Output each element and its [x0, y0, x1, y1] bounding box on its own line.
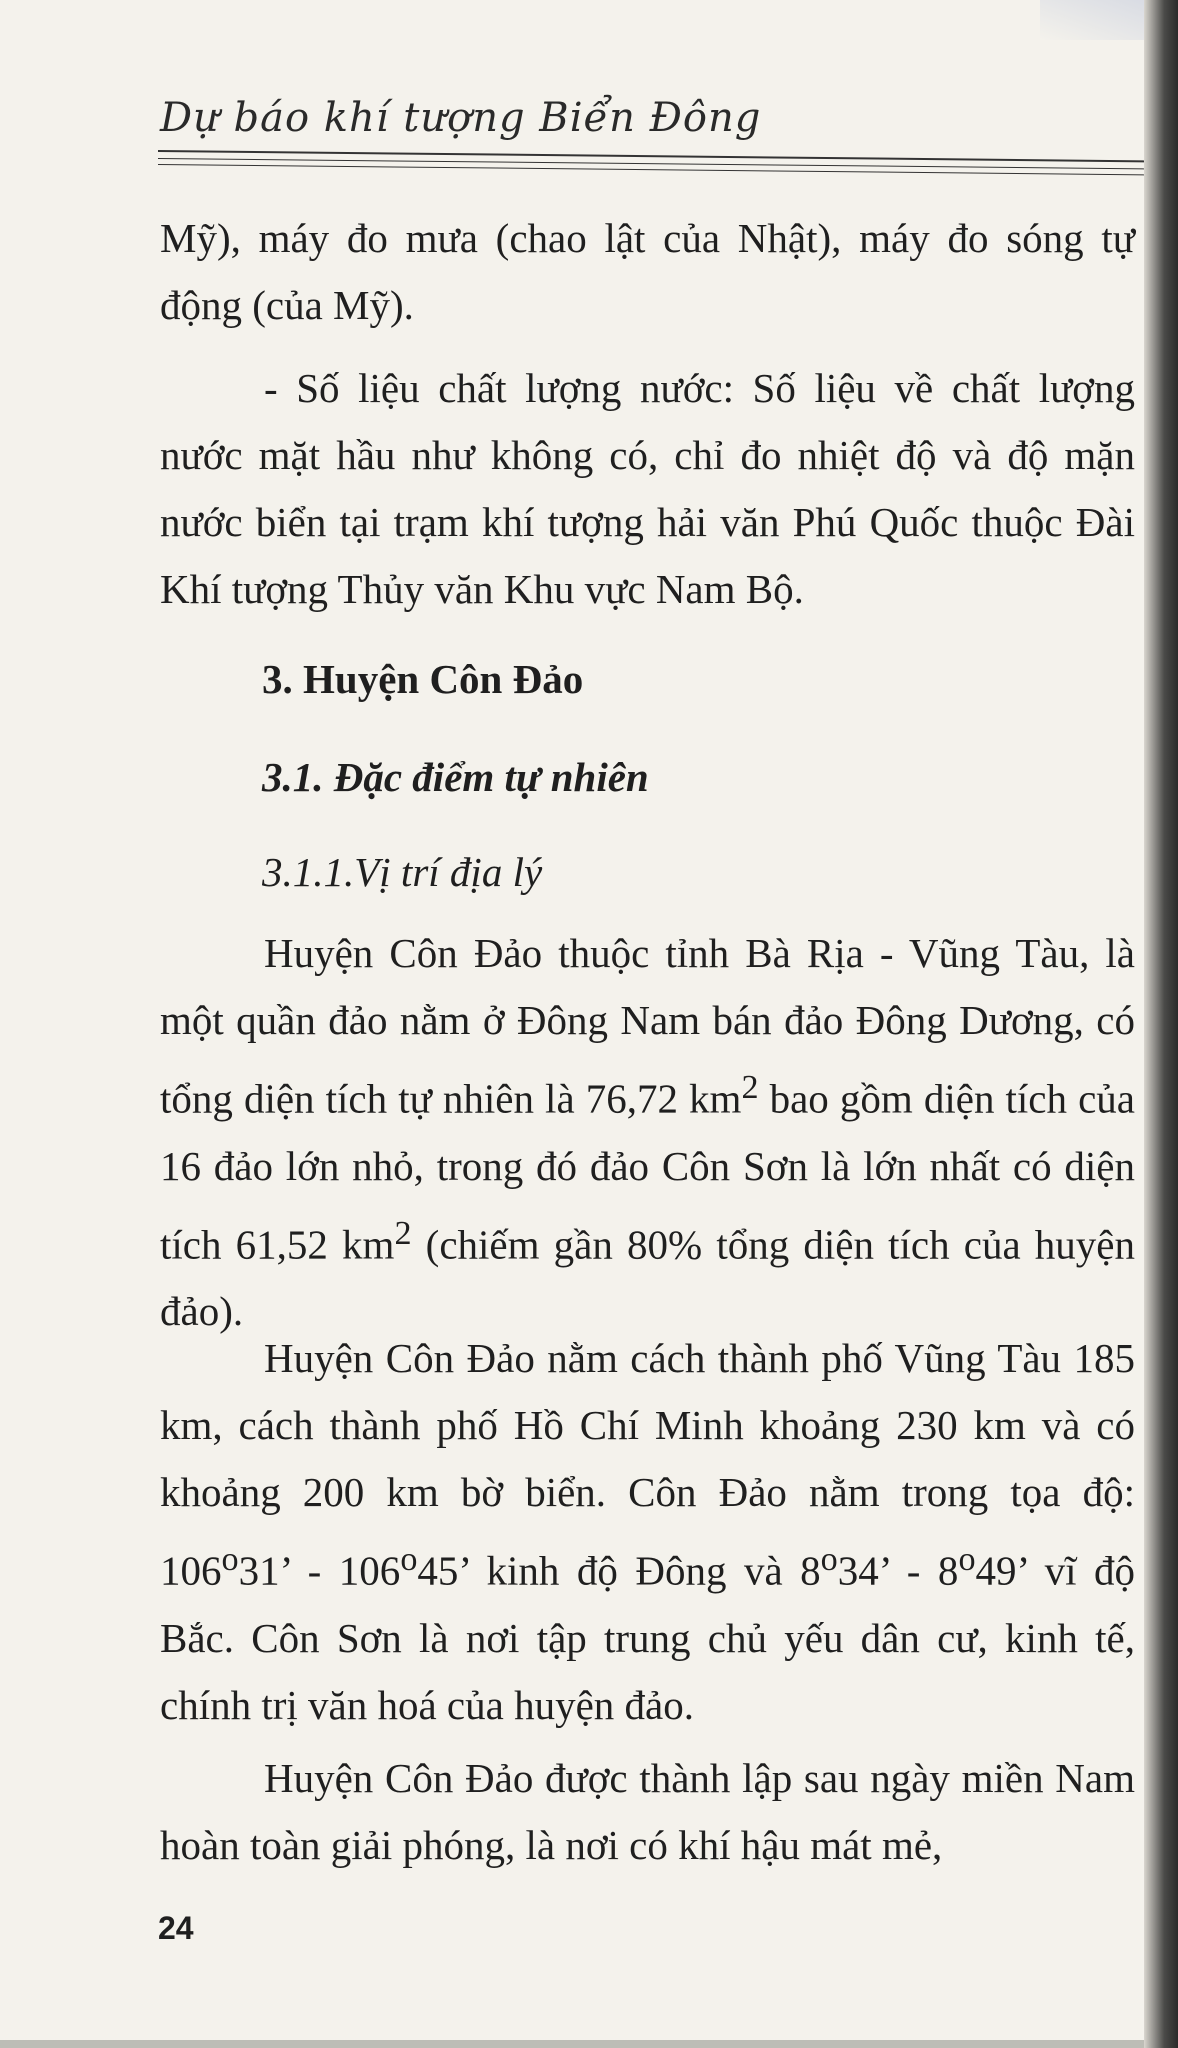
page-corner: [1040, 0, 1150, 40]
text-run: 34’ - 8: [837, 1547, 959, 1594]
subsection-heading: 3.1. Đặc điểm tự nhiên: [262, 754, 649, 800]
degree-sign: o: [400, 1541, 418, 1578]
header-rule: [158, 150, 1150, 162]
text-run: 45’ kinh độ Đông và 8: [417, 1547, 821, 1594]
degree-sign: o: [958, 1541, 976, 1578]
text-run: Huyện Côn Đảo thuộc tỉnh Bà Rịa - Vũng Tàu, là một quần đảo nằm ở Đông Nam bán đảo Đông Dương, có tổng diện tích tự nhiên là 76,72 km: [160, 930, 1135, 1122]
text-run: Huyện Côn Đảo nằm cách thành phố Vũng Tàu 185 km, cách thành phố Hồ Chí Minh khoảng 230 km và có khoảng 200 km bờ biển. Côn Đảo nằm trong tọa độ: 106: [160, 1335, 1135, 1594]
subsubsection-heading: 3.1.1.Vị trí địa lý: [262, 849, 543, 895]
degree-sign: o: [820, 1541, 838, 1578]
superscript: 2: [394, 1214, 412, 1252]
superscript: 2: [741, 1069, 759, 1106]
degree-sign: o: [221, 1541, 239, 1578]
running-head: Dự báo khí tượng Biển Đông: [160, 95, 762, 141]
paragraph-water-quality: - Số liệu chất lượng nước: Số liệu về chất lượng nước mặt hầu như không có, chỉ đo nhiệt độ và độ mặn nước biển tại trạm khí tượng hải văn Phú Quốc thuộc Đài Khí tượng Thủy văn Khu vực Nam Bộ.: [160, 365, 1135, 612]
book-spine-shadow: [1144, 0, 1178, 2048]
paragraph-location-1: [160, 920, 1135, 1345]
page-number: 24: [158, 1910, 194, 1946]
paragraph-continued: Mỹ), máy đo mưa (chao lật của Nhật), máy đo sóng tự động (của Mỹ).: [160, 215, 1135, 328]
header-rule: [158, 164, 1150, 175]
paragraph-founding: Huyện Côn Đảo được thành lập sau ngày miền Nam hoàn toàn giải phóng, là nơi có khí hậu mát mẻ,: [160, 1755, 1135, 1868]
paragraph-location-2: [160, 1325, 1135, 1739]
text-run: 31’ - 106: [238, 1547, 401, 1594]
section-heading: 3. Huyện Côn Đảo: [262, 656, 584, 702]
text-run: bao gồm diện tích của 16 đảo lớn nhỏ, trong đó đảo Côn Sơn là lớn nhất có diện tích 61,52 km: [160, 1075, 1135, 1268]
text-run: (chiếm gần 80% tổng diện tích của huyện đảo).: [160, 1221, 1135, 1335]
text-run: 49’ vĩ độ Bắc. Côn Sơn là nơi tập trung chủ yếu dân cư, kinh tế, chính trị văn hoá của huyện đảo.: [160, 1547, 1135, 1728]
